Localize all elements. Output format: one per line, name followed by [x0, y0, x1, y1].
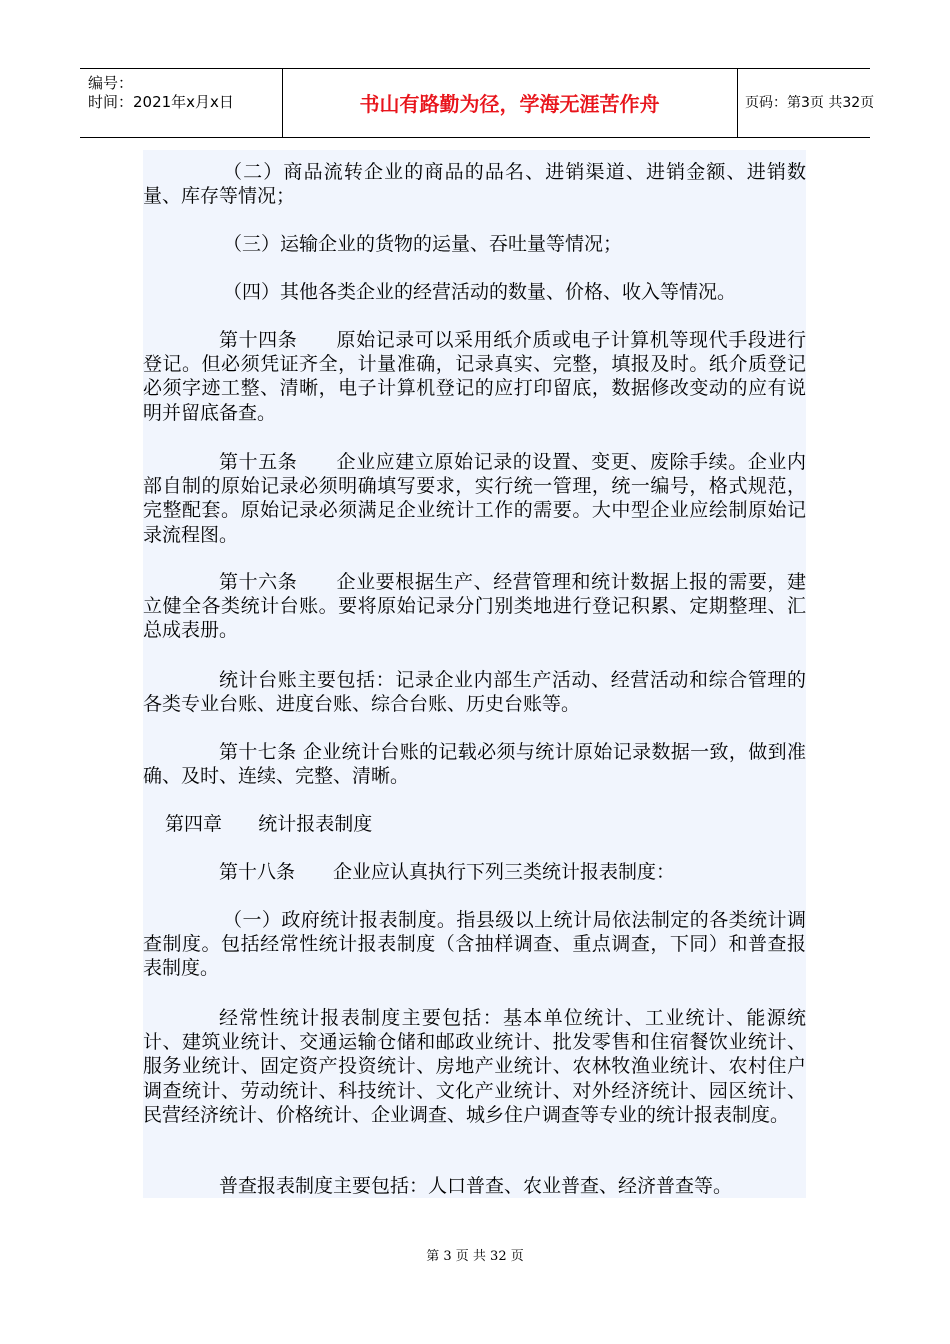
chapter-4-heading: 第四章 统计报表制度 — [165, 813, 373, 835]
paragraph-transport: （三）运输企业的货物的运量、吞吐量等情况； — [223, 233, 623, 255]
header-motto: 书山有路勤为径，学海无涯苦作舟 — [359, 92, 660, 116]
header-page-info: 页码：第3页 共32页 — [745, 95, 875, 111]
paragraph-regular-reports: 经常性统计报表制度主要包括：基本单位统计、工业统计、能源统计、建筑业统计、交通运输仓储和邮政业统计、批发零售和住宿餐饮业统计、服务业统计、固定资产投资统计、房地产业统计、农林牧渔业统计、农村住户调查统计、劳动统计、科技统计、文化产业统计、对外经济统计、园区统计、民营经济统计、价格统计、企业调查、城乡住户调查等专业的统计报表制度。 — [143, 1007, 806, 1126]
paragraph-other-enterprises: （四）其他各类企业的经营活动的数量、价格、收入等情况。 — [223, 281, 737, 303]
document-body — [143, 150, 806, 1198]
page-footer: 第 3 页 共 32 页 — [426, 1249, 524, 1264]
article-16: 第十六条 企业要根据生产、经营管理和统计数据上报的需要，建立健全各类统计台账。要将原始记录分门别类地进行登记积累、定期整理、汇总成表册。 — [143, 571, 806, 642]
paragraph-ledger-contents: 统计台账主要包括：记录企业内部生产活动、经营活动和综合管理的各类专业台账、进度台账、综合台账、历史台账等。 — [143, 669, 806, 716]
paragraph-census-reports: 普查报表制度主要包括：人口普查、农业普查、经济普查等。 — [219, 1175, 733, 1197]
page-header — [80, 68, 875, 138]
header-meta-cell — [80, 69, 283, 137]
article-15: 第十五条 企业应建立原始记录的设置、变更、废除手续。企业内部自制的原始记录必须明确填写要求，实行统一管理，统一编号，格式规范，完整配套。原始记录必须满足企业统计工作的需要。大中型企业应绘制原始记录流程图。 — [143, 451, 806, 546]
article-18: 第十八条 企业应认真执行下列三类统计报表制度： — [219, 861, 676, 883]
document-time-label: 时间：2021年x月x日 — [88, 93, 234, 111]
paragraph-commerce: （二）商品流转企业的商品的品名、进销渠道、进销金额、进销数量、库存等情况； — [143, 161, 806, 208]
header-page-cell — [737, 69, 875, 137]
header-motto-cell — [282, 69, 738, 137]
document-number-label: 编号： — [88, 74, 134, 92]
paragraph-government-reports: （一）政府统计报表制度。指县级以上统计局依法制定的各类统计调查制度。包括经常性统计报表制度（含抽样调查、重点调查，下同）和普查报表制度。 — [143, 909, 806, 980]
article-14: 第十四条 原始记录可以采用纸介质或电子计算机等现代手段进行登记。但必须凭证齐全，计量准确，记录真实、完整，填报及时。纸介质登记必须字迹工整、清晰，电子计算机登记的应打印留底，数据修改变动的应有说明并留底备查。 — [143, 329, 806, 424]
article-17: 第十七条 企业统计台账的记载必须与统计原始记录数据一致，做到准确、及时、连续、完整、清晰。 — [143, 741, 806, 788]
